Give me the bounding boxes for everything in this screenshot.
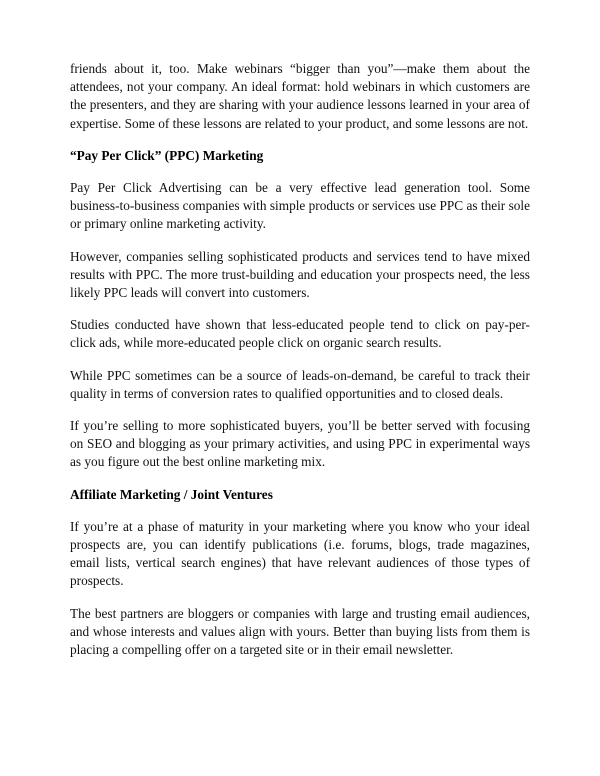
paragraph-affiliate-best-partners: The best partners are bloggers or companies with large and trusting email audiences, and whose interests and values align with yours. Better than buying lists from them is placing a compelling offer on a targeted site or in their email newsletter. — [70, 605, 530, 658]
paragraph-ppc-track-quality: While PPC sometimes can be a source of leads-on-demand, be careful to track their quality in terms of conversion rates to qualified opportunities and to closed deals. — [70, 367, 530, 401]
document-body — [70, 60, 530, 659]
paragraph-ppc-sophisticated-buyers: If you’re selling to more sophisticated buyers, you’ll be better served with focusing on SEO and blogging as your primary activities, and using PPC in experimental ways as you figure out the best online marketing mix. — [70, 418, 530, 470]
paragraph-ppc-mixed-results: However, companies selling sophisticated products and services tend to have mixed results with PPC. The more trust-building and education your prospects need, the less likely PPC leads will convert into customers. — [70, 248, 530, 301]
paragraph-ppc-studies: Studies conducted have shown that less-educated people tend to click on pay-per-click ads, while more-educated people click on organic search results. — [70, 317, 530, 351]
paragraph-ppc-intro: Pay Per Click Advertising can be a very effective lead generation tool. Some business-to-business companies with simple products or services use PPC as their sole or primary online marketing activity. — [70, 180, 530, 232]
paragraph-webinars: friends about it, too. Make webinars “bigger than you”—make them about the attendees, not your company. An ideal format: hold webinars in which customers are the presenters, and they are sharing with your audience lessons learned in your area of expertise. Some of these lessons are related to your product, and some lessons are not. — [70, 61, 530, 131]
paragraph-affiliate-maturity: If you’re at a phase of maturity in your marketing where you know who your ideal prospects are, you can identify publications (i.e. forums, blogs, trade magazines, email lists, vertical search engines) that have relevant audiences of those types of prospects. — [70, 518, 530, 589]
heading-ppc-marketing: “Pay Per Click” (PPC) Marketing — [70, 147, 264, 163]
heading-affiliate-marketing: Affiliate Marketing / Joint Ventures — [70, 486, 273, 502]
